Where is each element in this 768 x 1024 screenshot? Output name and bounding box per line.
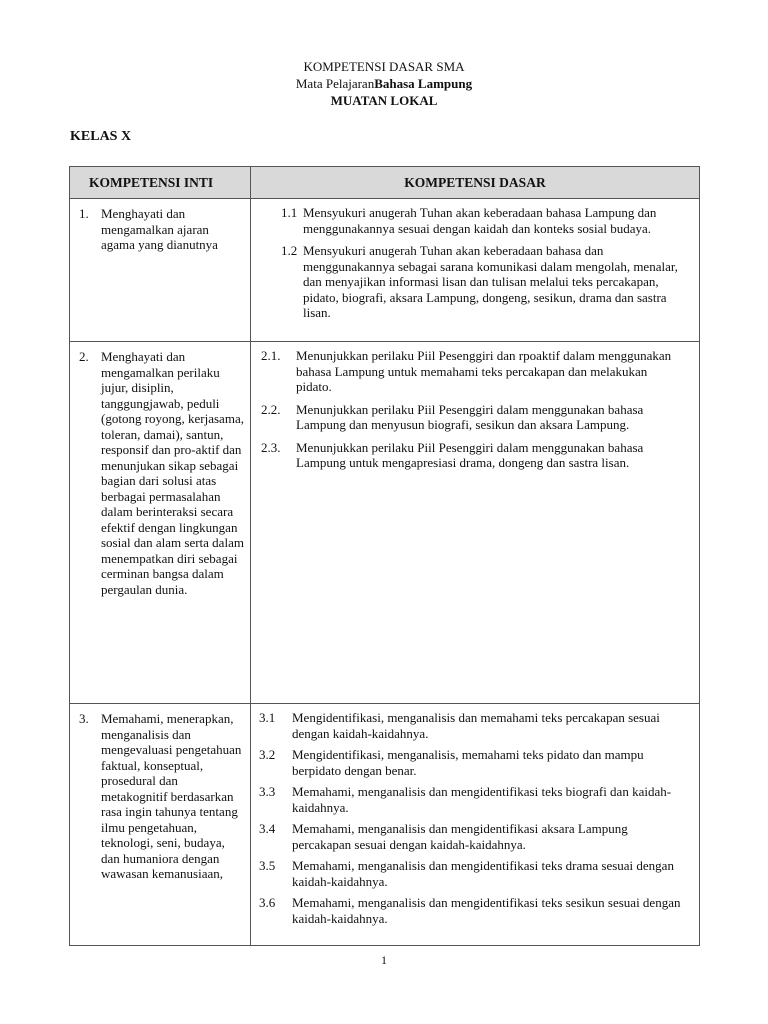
kd-item bbox=[281, 243, 679, 321]
kd-item bbox=[261, 348, 685, 395]
kd-cell bbox=[251, 342, 700, 704]
kd-number: 3.2 bbox=[259, 747, 276, 762]
kd-text: Menunjukkan perilaku Piil Pesenggiri dalam menggunakan bahasa Lampung dan menyusun biografi, sesikun dan aksara Lampung. bbox=[296, 401, 644, 432]
ki-cell bbox=[70, 704, 251, 946]
ki-cell bbox=[70, 199, 251, 342]
table-row bbox=[70, 342, 700, 704]
kd-item bbox=[259, 858, 689, 889]
kd-item bbox=[259, 747, 689, 778]
kd-item bbox=[259, 784, 689, 815]
kd-item bbox=[261, 440, 685, 471]
kd-item bbox=[259, 821, 689, 852]
kd-number: 3.1 bbox=[259, 710, 276, 725]
kd-number: 3.5 bbox=[259, 858, 276, 873]
kd-text: Menunjukkan perilaku Piil Pesenggiri dalam menggunakan bahasa Lampung untuk mengapresiasi drama, dongeng dan sastra lisan. bbox=[296, 439, 644, 470]
subject-prefix: Mata Pelajaran bbox=[295, 76, 375, 91]
ki-number: 2. bbox=[79, 349, 89, 364]
ki-number: 1. bbox=[79, 206, 89, 221]
kd-text: Mensyukuri anugerah Tuhan akan keberadaan bahasa dan menggunakannya sebagai sarana komunikasi dalam mengolah, menalar, dan menyajikan informasi lisan dan tulisan melalui teks percakapan, pidato, biografi, aksara Lampung, dongeng, sesikun, drama dan sastra lisan. bbox=[303, 243, 678, 320]
kd-item bbox=[281, 205, 679, 236]
table-header-row bbox=[70, 167, 700, 199]
kd-number: 2.1. bbox=[261, 348, 281, 363]
page-number: 1 bbox=[381, 953, 387, 967]
kd-text: Menunjukkan perilaku Piil Pesenggiri dan rpoaktif dalam menggunakan bahasa Lampung untuk memahami teks percakapan dan melakukan pidato. bbox=[296, 348, 672, 394]
class-heading: KELAS X bbox=[70, 129, 132, 144]
kd-cell bbox=[251, 704, 700, 946]
kd-text: Mengidentifikasi, menganalisis dan memahami teks percakapan sesuai dengan kaidah-kaidahnya. bbox=[292, 710, 660, 741]
doc-subtitle: MUATAN LOKAL bbox=[330, 93, 438, 108]
kd-number: 1.1 bbox=[281, 205, 298, 220]
kd-number: 2.2. bbox=[261, 401, 281, 417]
kd-text: Mensyukuri anugerah Tuhan akan keberadaan bahasa Lampung dan menggunakannya sesuai dengan kaidah dan konteks sosial budaya. bbox=[303, 205, 657, 236]
ki-text: Memahami, menerapkan, menganalisis dan mengevaluasi pengetahuan faktual, konseptual, prosedural dan metakognitif berdasarkan rasa ingin tahunya tentang ilmu pengetahuan, teknologi, seni, budaya, dan humaniora dengan wawasan kemanusiaan, bbox=[101, 711, 242, 881]
kd-item bbox=[259, 895, 689, 926]
kd-text: Memahami, menganalisis dan mengidentifikasi aksara Lampung percakapan sesuai dengan kaidah-kaidahnya. bbox=[292, 821, 628, 852]
ki-number: 3. bbox=[79, 711, 89, 726]
kd-text: Memahami, menganalisis dan mengidentifikasi teks drama sesuai dengan kaidah-kaidahnya. bbox=[292, 858, 674, 889]
ki-text: Menghayati dan mengamalkan ajaran agama yang dianutnya bbox=[101, 206, 218, 252]
kd-number: 3.3 bbox=[259, 784, 276, 799]
header-kompetensi-inti: KOMPETENSI INTI bbox=[70, 167, 251, 199]
kd-text: Memahami, menganalisis dan mengidentifikasi teks sesikun sesuai dengan kaidah-kaidahnya. bbox=[292, 895, 681, 926]
table-row bbox=[70, 704, 700, 946]
kd-item bbox=[259, 710, 689, 741]
kd-cell bbox=[251, 199, 700, 342]
subject-line bbox=[0, 75, 768, 92]
document-title-block bbox=[0, 58, 768, 109]
ki-cell bbox=[70, 342, 251, 704]
competency-table bbox=[69, 166, 700, 946]
kd-item bbox=[261, 402, 685, 433]
kd-text: Memahami, menganalisis dan mengidentifikasi teks biografi dan kaidah-kaidahnya. bbox=[292, 784, 672, 815]
ki-text: Menghayati dan mengamalkan perilaku jujur, disiplin, tanggungjawab, peduli (gotong royong, kerjasama, toleran, damai), santun, responsif dan pro-aktif dan menunjukan sikap sebagai bagian dari solusi atas berbagai permasalahan dalam berinteraksi secara efektif dengan lingkungan sosial dan alam serta dalam menempatkan diri sebagai cerminan bangsa dalam pergaulan dunia. bbox=[101, 349, 244, 597]
header-kompetensi-dasar: KOMPETENSI DASAR bbox=[251, 167, 700, 199]
doc-title: KOMPETENSI DASAR SMA bbox=[303, 59, 465, 74]
kd-number: 3.4 bbox=[259, 821, 276, 836]
table-row bbox=[70, 199, 700, 342]
kd-number: 1.2 bbox=[281, 243, 298, 258]
subject-name: Bahasa Lampung bbox=[374, 76, 473, 91]
kd-number: 3.6 bbox=[259, 895, 276, 910]
kd-number: 2.3. bbox=[261, 439, 281, 455]
kd-text: Mengidentifikasi, menganalisis, memahami teks pidato dan mampu berpidato dengan benar. bbox=[292, 747, 644, 778]
